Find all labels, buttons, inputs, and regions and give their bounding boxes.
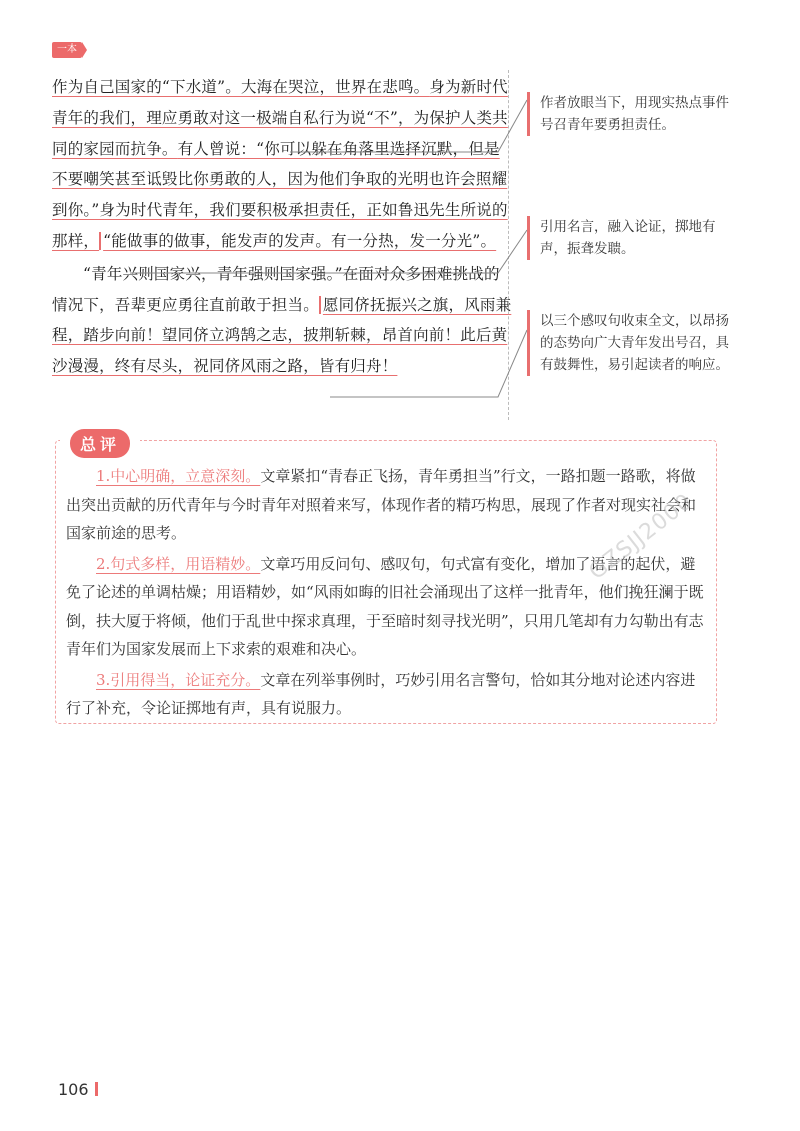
margin-note-1: 作者放眼当下，用现实热点事件号召青年要勇担责任。 bbox=[527, 92, 742, 136]
essay-sentence: “青年兴则国家兴，青年强则国家强。”在面对众多困难挑战的情况下，吾辈更应勇往直前敢于担当。 bbox=[52, 264, 500, 314]
summary-item-3 bbox=[66, 666, 706, 723]
closing-exclamations: 愿同侪抚振兴之旗，风雨兼程，踏步向前！望同侪立鸿鹄之志，披荆斩棘，昂首向前！此后黄沙漫漫，终有尽头，祝同侪风雨之路，皆有归舟！ bbox=[52, 295, 512, 376]
margin-note-3: 以三个感叹句收束全文，以昂扬的态势向广大青年发出号召，具有鼓舞性，易引起读者的响应。 bbox=[527, 310, 742, 376]
summary-text: 文章巧用反问句、感叹句，句式富有变化，增加了语言的起伏，避免了论述的单调枯燥；用语精妙，如“风雨如晦的旧社会涌现出了这样一批青年，他们挽狂澜于既倒，扶大厦于将倾，他们于乱世中探求真理，于至暗时刻寻找光明”，只用几笔却有力勾勒出有志青年们为国家发展而上下求索的艰难和决心。 bbox=[66, 554, 704, 658]
summary-text: 文章紧扣“青春正飞扬，青年勇担当”行文，一路扣题一路歌，将做出突出贡献的历代青年与今时青年对照着来写，体现作者的精巧构思，展现了作者对现实社会和国家前途的思考。 bbox=[66, 467, 697, 542]
leader-line-3 bbox=[330, 330, 527, 397]
quote-lu-xun: “能做事的做事，能发声的发声。有一分热，发一分光”。 bbox=[99, 232, 496, 250]
leader-line-1 bbox=[290, 100, 527, 152]
summary-content bbox=[66, 462, 706, 725]
essay-sentence: 作为自己国家的“下水道”。大海在哭泣，世界在悲鸣。 bbox=[52, 78, 430, 96]
summary-header bbox=[60, 428, 140, 458]
essay-sentence-highlight: 身为新时代青年的我们，理应勇敢对这一极端自私行为说“不”，为保护人类共同的家园而抗争。 bbox=[52, 78, 508, 158]
summary-item-1 bbox=[66, 462, 706, 548]
leader-line-2 bbox=[130, 230, 527, 273]
page-number: 106 bbox=[58, 1080, 98, 1099]
summary-title: 总评 bbox=[70, 429, 130, 458]
margin-note-2: 引用名言，融入论证，掷地有声，振聋发聩。 bbox=[527, 216, 742, 260]
essay-sentence: 有人曾说：“你可以躲在角落里选择沉默，但是不要嘲笑甚至诋毁比你勇敢的人，因为他们争取的光明也许会照耀到你。”身为时代青年，我们要积极承担责任，正如鲁迅先生所说的那样， bbox=[52, 139, 508, 250]
summary-point: 3.引用得当，论证充分。 bbox=[96, 670, 261, 689]
summary-point: 1.中心明确，立意深刻。 bbox=[96, 467, 261, 485]
chapter-tag: 一本 bbox=[52, 42, 82, 58]
summary-point: 2.句式多样，用语精妙。 bbox=[96, 554, 261, 573]
watermark: GZSJJ2000 bbox=[584, 488, 698, 585]
summary-text: 文章在列举事例时，巧妙引用名言警句，恰如其分地对论述内容进行了补充，令论证掷地有声，具有说服力。 bbox=[66, 670, 696, 717]
